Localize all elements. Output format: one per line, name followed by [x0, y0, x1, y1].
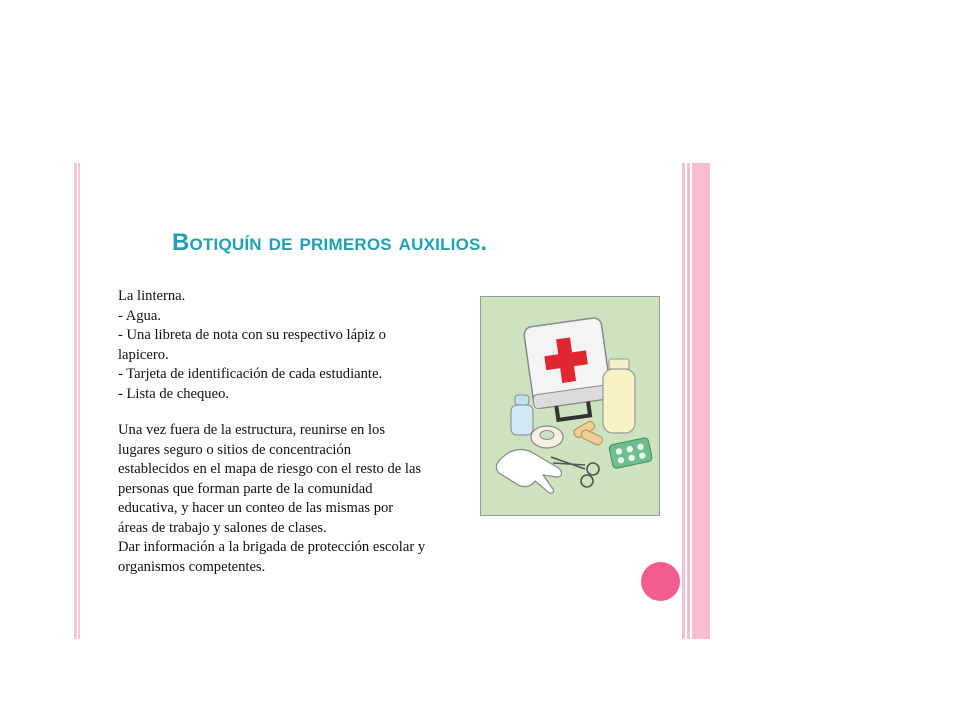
left-border-line	[74, 163, 77, 639]
decorative-dot	[641, 562, 680, 601]
right-border-stripe	[687, 163, 690, 639]
paragraph-line: Una vez fuera de la estructura, reunirse en los	[118, 422, 386, 438]
tape-roll	[531, 426, 563, 448]
bottle-right	[603, 359, 635, 433]
paragraph-line: áreas de trabajo y salones de clases.	[118, 519, 327, 536]
paragraph-line: Dar información a la brigada de protección escolar y	[118, 539, 426, 555]
list-item: - Agua.	[118, 307, 161, 324]
paragraph-line: educativa, y hacer un conteo de las mismas por	[118, 500, 394, 516]
slide-body	[118, 287, 468, 577]
paragraph-line: personas que forman parte de la comunidad	[118, 480, 373, 497]
first-aid-kit-icon	[481, 297, 659, 515]
list-item: - Una libreta de nota con su respectivo lápiz o	[118, 327, 386, 343]
right-border-band	[682, 163, 710, 639]
list-item: lapicero.	[118, 346, 169, 363]
paragraph-line: organismos competentes.	[118, 558, 266, 575]
right-border-stripe	[682, 163, 685, 639]
paragraph-line: establecidos en el mapa de riesgo con el resto de las	[118, 461, 422, 477]
list-item: - Tarjeta de identificación de cada estudiante.	[118, 366, 383, 382]
list-item: La linterna.	[118, 288, 186, 304]
right-border-stripe	[692, 163, 710, 639]
slide-title: Botiquín de primeros auxilios.	[172, 229, 488, 256]
left-border-line	[78, 163, 80, 639]
paragraph-gap	[118, 404, 468, 421]
list-item: - Lista de chequeo.	[118, 385, 230, 402]
first-aid-kit-image	[480, 296, 660, 516]
paragraph-line: lugares seguro o sitios de concentración	[118, 441, 352, 458]
